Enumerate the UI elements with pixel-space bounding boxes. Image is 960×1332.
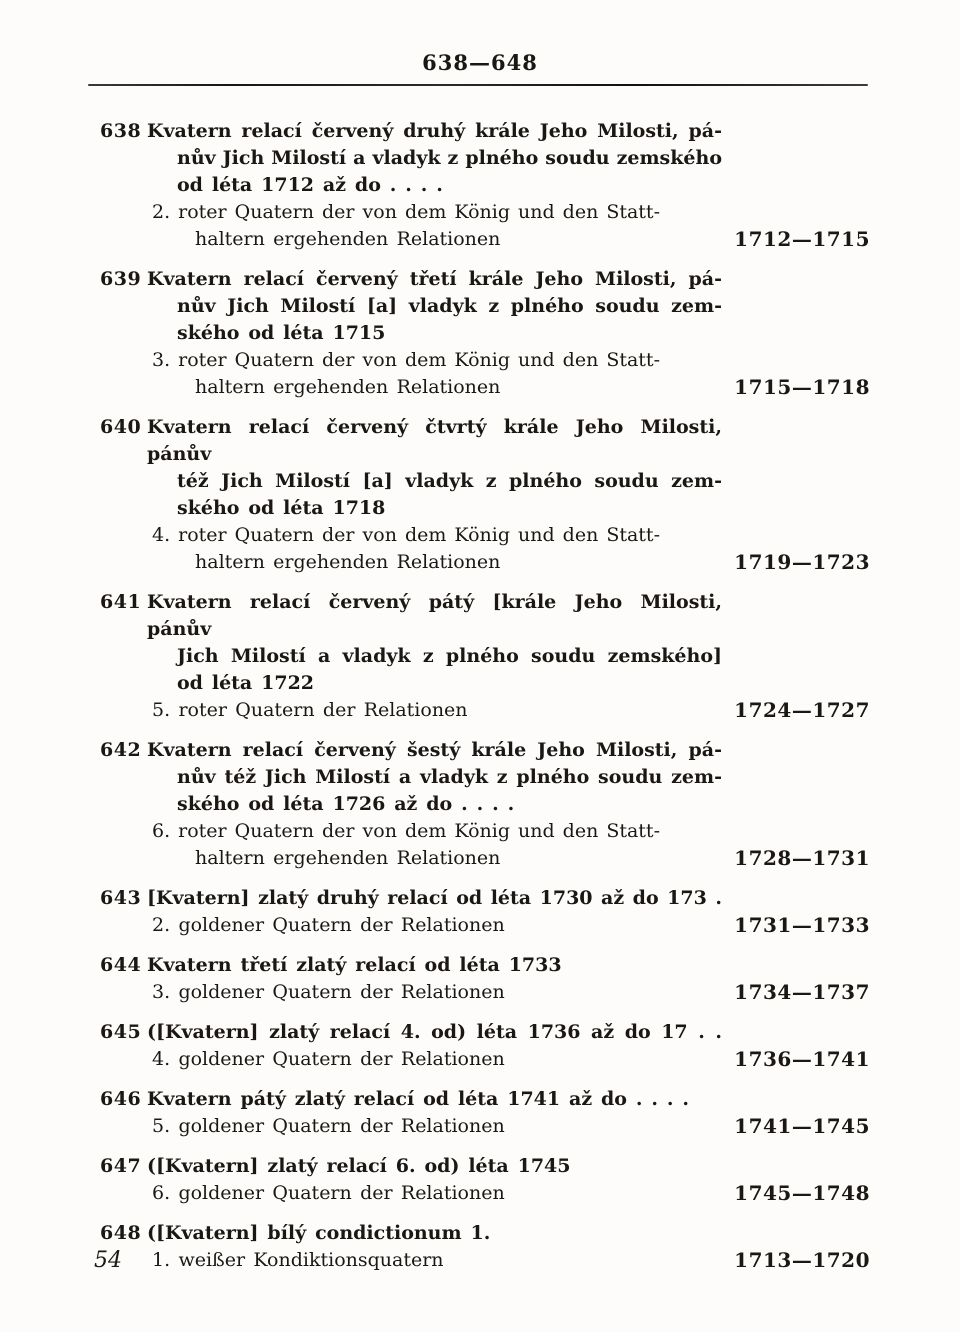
catalog-entry-642 xyxy=(100,737,870,872)
entry-title-czech xyxy=(147,414,722,522)
entry-description-german xyxy=(152,1113,660,1140)
german-line: 3. goldener Quatern der Relationen xyxy=(152,981,505,1003)
page-number: 54 xyxy=(94,1248,122,1273)
entry-description-german xyxy=(152,199,660,253)
german-line: 1. weißer Kondiktionsquatern xyxy=(152,1249,444,1271)
entry-number: 641 xyxy=(100,591,142,613)
entry-number: 643 xyxy=(100,887,142,909)
german-line: 6. goldener Quatern der Relationen xyxy=(152,1182,505,1204)
entry-description-german xyxy=(152,912,660,939)
german-line: 3. roter Quatern der von dem König und den Statt- xyxy=(152,349,660,371)
czech-line: Kvatern relací červený šestý krále Jeho Milosti, pá- xyxy=(147,739,722,761)
german-line: 2. roter Quatern der von dem König und den Statt- xyxy=(152,201,660,223)
entry-date-range: 1719—1723 xyxy=(734,550,870,574)
entry-number: 648 xyxy=(100,1222,142,1244)
entry-description-german xyxy=(152,347,660,401)
entry-description-german xyxy=(152,1046,660,1073)
catalog-entry-641 xyxy=(100,589,870,724)
catalog-entry-638 xyxy=(100,118,870,253)
czech-line: ([Kvatern] bílý condictionum 1. xyxy=(147,1222,491,1244)
german-line: 5. roter Quatern der Relationen xyxy=(152,699,468,721)
entry-date-range: 1736—1741 xyxy=(734,1047,870,1071)
entry-description-german xyxy=(152,1247,660,1274)
entry-description-german xyxy=(152,818,660,872)
czech-line: ského od léta 1726 až do . . . . xyxy=(177,793,515,815)
entry-date-range: 1713—1720 xyxy=(734,1248,870,1272)
entry-date-range: 1745—1748 xyxy=(734,1181,870,1205)
czech-line: Kvatern relací červený třetí krále Jeho Milosti, pá- xyxy=(147,268,722,290)
czech-line: ([Kvatern] zlatý relací 6. od) léta 1745 xyxy=(147,1155,571,1177)
czech-line: ského od léta 1715 xyxy=(177,322,386,344)
entry-date-range: 1715—1718 xyxy=(734,375,870,399)
header-rule xyxy=(88,84,868,86)
czech-line: Kvatern pátý zlatý relací od léta 1741 až do . . . . xyxy=(147,1088,690,1110)
entry-title-czech xyxy=(147,1220,722,1247)
czech-line: ([Kvatern] zlatý relací 4. od) léta 1736 až do 17 . . xyxy=(147,1021,722,1043)
catalog-entry-646 xyxy=(100,1086,870,1140)
czech-line: Kvatern relací červený čtvrtý krále Jeho Milosti, pánův xyxy=(147,416,722,465)
entry-date-range: 1724—1727 xyxy=(734,698,870,722)
entry-title-czech xyxy=(147,737,722,818)
czech-line: též Jich Milostí [a] vladyk z plného soudu zem- xyxy=(177,470,722,492)
entry-number: 645 xyxy=(100,1021,142,1043)
german-line: 4. goldener Quatern der Relationen xyxy=(152,1048,505,1070)
entry-title-czech xyxy=(147,266,722,347)
catalog-entry-640 xyxy=(100,414,870,576)
entry-number: 639 xyxy=(100,268,142,290)
german-line: haltern ergehenden Relationen xyxy=(195,847,501,869)
catalog-entry-647 xyxy=(100,1153,870,1207)
czech-line: Jich Milostí a vladyk z plného soudu zemského] xyxy=(177,645,722,667)
catalog-entry-639 xyxy=(100,266,870,401)
entry-title-czech xyxy=(147,885,722,912)
czech-line: ského od léta 1718 xyxy=(177,497,386,519)
entry-date-range: 1728—1731 xyxy=(734,846,870,870)
entry-date-range: 1731—1733 xyxy=(734,913,870,937)
entry-number: 638 xyxy=(100,120,142,142)
czech-line: od léta 1712 až do . . . . xyxy=(177,174,443,196)
entry-title-czech xyxy=(147,952,722,979)
catalog-entries xyxy=(100,118,870,1287)
czech-line: Kvatern relací červený pátý [krále Jeho Milosti, pánův xyxy=(147,591,722,640)
entry-date-range: 1712—1715 xyxy=(734,227,870,251)
german-line: 5. goldener Quatern der Relationen xyxy=(152,1115,505,1137)
german-line: haltern ergehenden Relationen xyxy=(195,376,501,398)
czech-line: Kvatern třetí zlatý relací od léta 1733 xyxy=(147,954,562,976)
entry-title-czech xyxy=(147,589,722,697)
catalog-entry-645 xyxy=(100,1019,870,1073)
entry-description-german xyxy=(152,697,660,724)
entry-number: 642 xyxy=(100,739,142,761)
entry-number: 647 xyxy=(100,1155,142,1177)
entry-number: 640 xyxy=(100,416,142,438)
czech-line: od léta 1722 xyxy=(177,672,315,694)
german-line: 6. roter Quatern der von dem König und den Statt- xyxy=(152,820,660,842)
german-line: 2. goldener Quatern der Relationen xyxy=(152,914,505,936)
german-line: 4. roter Quatern der von dem König und den Statt- xyxy=(152,524,660,546)
czech-line: [Kvatern] zlatý druhý relací od léta 1730 až do 173 . xyxy=(147,887,722,909)
german-line: haltern ergehenden Relationen xyxy=(195,228,501,250)
entry-description-german xyxy=(152,522,660,576)
entry-title-czech xyxy=(147,118,722,199)
german-line: haltern ergehenden Relationen xyxy=(195,551,501,573)
czech-line: Kvatern relací červený druhý krále Jeho Milosti, pá- xyxy=(147,120,722,142)
entry-title-czech xyxy=(147,1019,722,1046)
entry-number: 646 xyxy=(100,1088,142,1110)
czech-line: nův Jich Milostí [a] vladyk z plného soudu zem- xyxy=(177,295,722,317)
page-header-range: 638—648 xyxy=(422,50,538,75)
entry-date-range: 1741—1745 xyxy=(734,1114,870,1138)
entry-description-german xyxy=(152,979,660,1006)
czech-line: nův Jich Milostí a vladyk z plného soudu zemského xyxy=(177,147,722,169)
entry-date-range: 1734—1737 xyxy=(734,980,870,1004)
catalog-entry-643 xyxy=(100,885,870,939)
catalog-entry-644 xyxy=(100,952,870,1006)
czech-line: nův též Jich Milostí a vladyk z plného soudu zem- xyxy=(177,766,722,788)
entry-description-german xyxy=(152,1180,660,1207)
entry-number: 644 xyxy=(100,954,142,976)
entry-title-czech xyxy=(147,1153,722,1180)
entry-title-czech xyxy=(147,1086,722,1113)
catalog-entry-648 xyxy=(100,1220,870,1274)
